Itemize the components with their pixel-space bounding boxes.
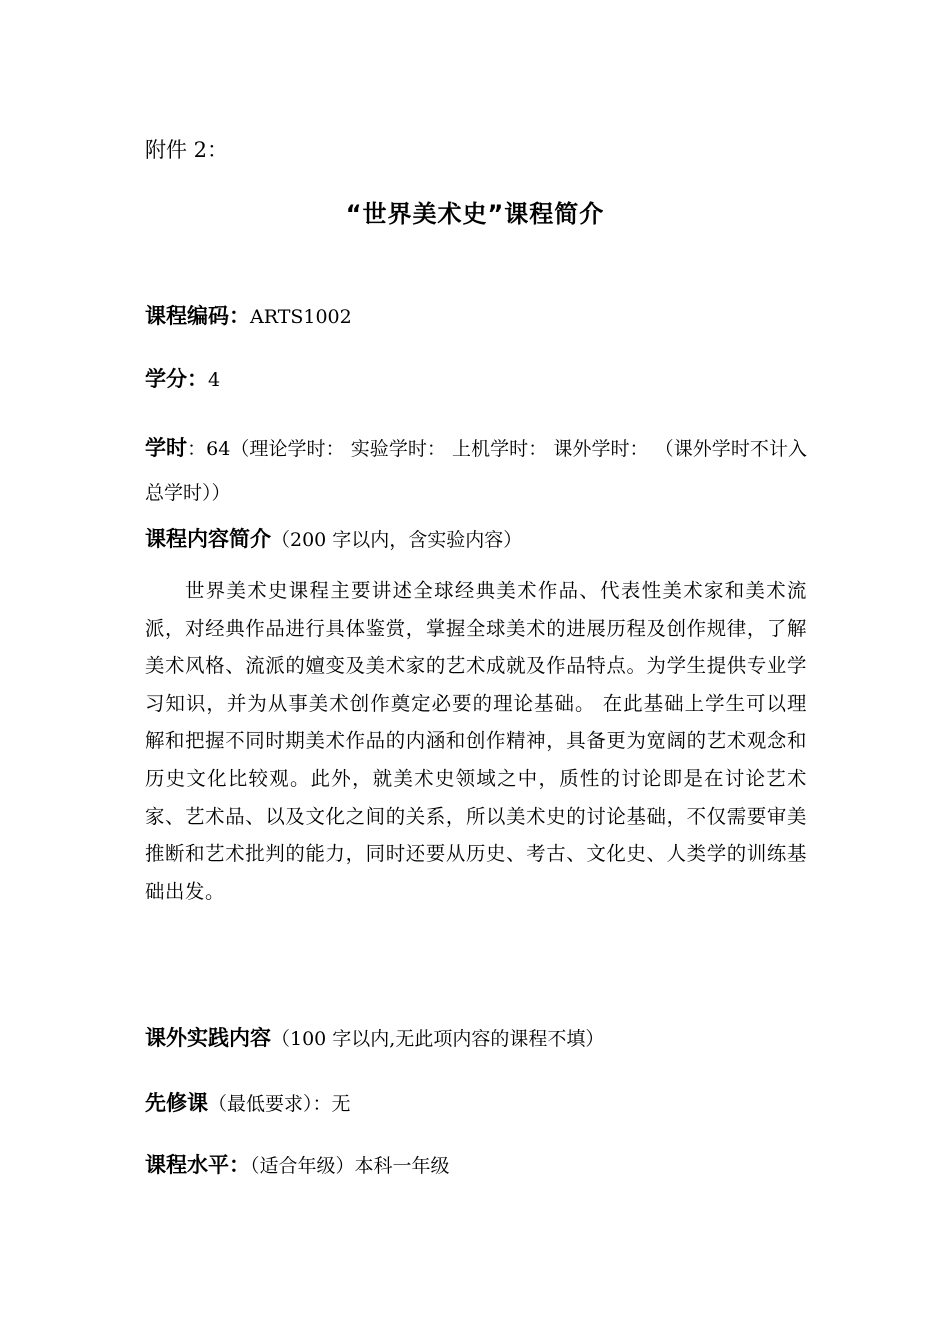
practice-label: 课外实践内容 xyxy=(145,1026,271,1050)
hours-value: ：64（理论学时： 实验学时： 上机学时： 课外学时： （课外学时不计入总学时）） xyxy=(145,438,807,504)
content-intro-body: 世界美术史课程主要讲述全球经典美术作品、代表性美术家和美术流派，对经典作品进行具体鉴赏，掌握全球美术的进展历程及创作规律，了解美术风格、流派的嬗变及美术家的艺术成就及作品特点。为学生提供专业学习知识，并为从事美术创作奠定必要的理论基础。 在此基础上学生可以理解和把握不同时期美术作品的内涵和创作精神，具备更为宽阔的艺术观念和历史文化比较观。此外，就美术史领域之中，质性的讨论即是在讨论艺术家、艺术品、以及文化之间的关系，所以美术史的讨论基础，不仅需要审美推断和艺术批判的能力，同时还要从历史、考古、文化史、人类学的训练基础出发。 xyxy=(145,579,807,903)
course-code-label: 课程编码： xyxy=(145,304,250,328)
credits-label: 学分： xyxy=(145,367,208,391)
course-code-value: ARTS1002 xyxy=(250,306,352,328)
course-code-row xyxy=(145,300,810,333)
prerequisite-label: 先修课 xyxy=(145,1091,208,1115)
practice-note: （100 字以内,无此项内容的课程不填） xyxy=(271,1028,605,1050)
prerequisite-value: （最低要求）：无 xyxy=(208,1093,351,1115)
level-label: 课程水平： xyxy=(145,1153,250,1177)
hours-label: 学时 xyxy=(145,436,188,460)
hours-row xyxy=(145,426,807,515)
level-value: （适合年级）本科一年级 xyxy=(250,1155,450,1177)
practice-row xyxy=(145,1022,810,1055)
content-intro-row xyxy=(145,523,810,556)
content-intro-label: 课程内容简介 xyxy=(145,527,271,551)
level-row xyxy=(145,1149,810,1182)
credits-row xyxy=(145,363,810,396)
page-title: “世界美术史”课程简介 xyxy=(345,200,605,228)
credits-value: 4 xyxy=(208,369,221,391)
prerequisite-row xyxy=(145,1087,810,1120)
attachment-label: 附件 2： xyxy=(145,138,229,162)
content-intro-note: （200 字以内，含实验内容） xyxy=(271,529,523,551)
